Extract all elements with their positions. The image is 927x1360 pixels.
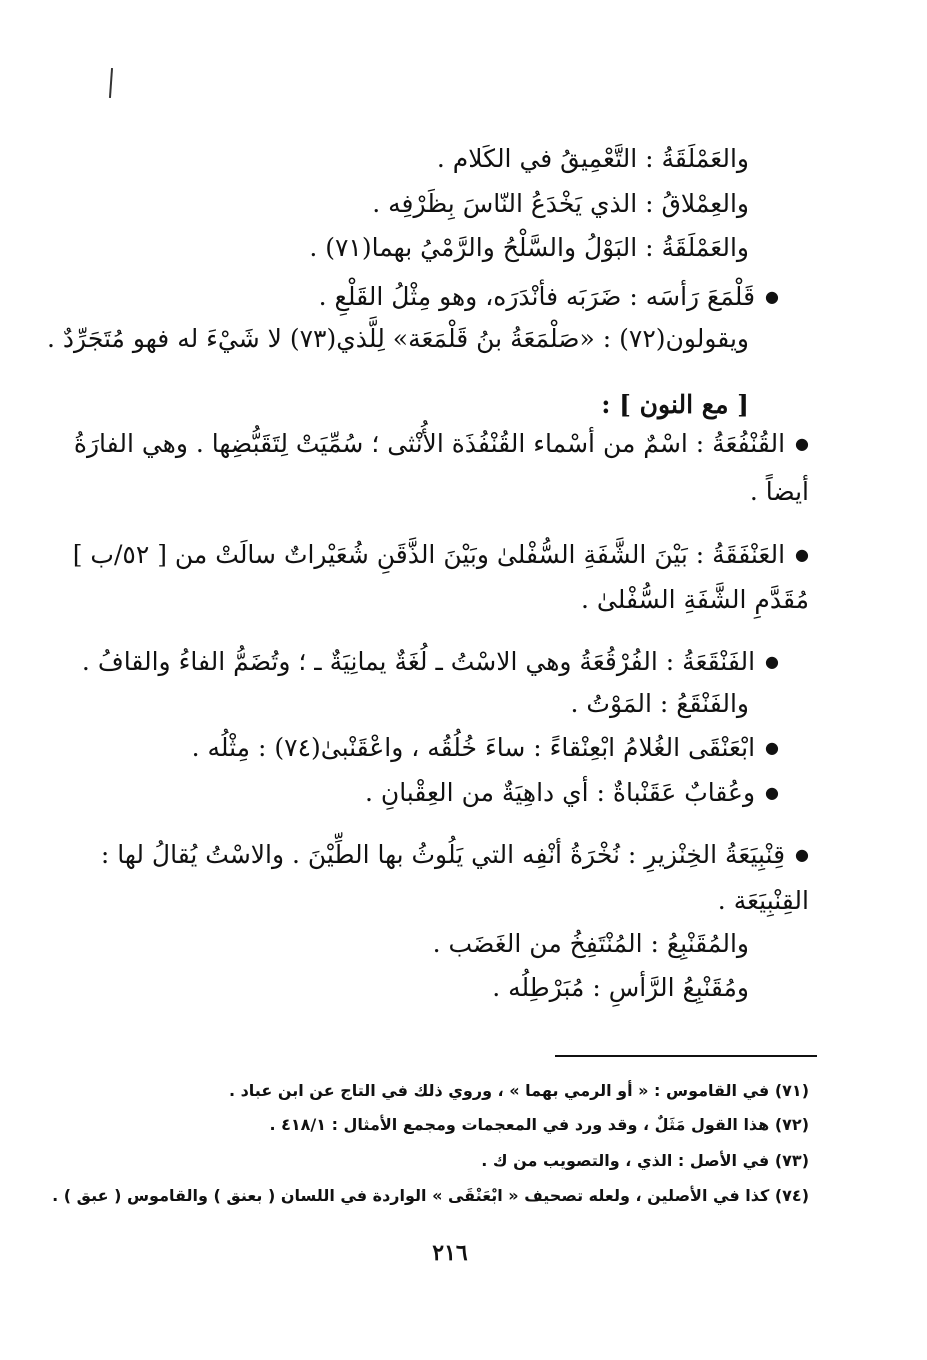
entry-qunfuah: ● القُنْفُعَةُ : اسْمٌ من أسْماء القُنْفُذَة الأُنْثى ؛ سُمِّيَتْ لِتَقَبُّضِها . وهي الفارَةُ xyxy=(74,427,809,464)
footnote-divider xyxy=(555,1055,817,1057)
entry-qalmaa: ● قَلْمَعَ رَأسَه : ضَرَبَه فأنْدَرَه، وهو مِثْلُ القَلْعِ . xyxy=(319,280,779,317)
text-line-3: والعَمْلَقَةُ : البَوْلُ والسَّلْحُ والرَّمْيُ بهما(٧١) . xyxy=(309,233,749,262)
section-heading: [ مع النون ] : xyxy=(601,390,749,419)
text-line-1: والعَمْلَقَةُ : التَّعْمِيقُ في الكَلام . xyxy=(436,144,749,173)
text-line-17: والمُقَنْبِعُ : المُنْتَفِخُ من الغَضَب . xyxy=(432,929,749,958)
entry-uqab: ● وعُقابٌ عَقَنْباةٌ : أي داهِيَةٌ من العِقْبانِ . xyxy=(365,776,779,813)
text-line-5: ويقولون(٧٢) : «صَلْمَعَةُ بنُ قَلْمَعَة» لِلَّذي(٧٣) لا شَيْءَ له فهو مُتَجَرِّدٌ . xyxy=(47,324,749,353)
entry-anfaqah: ● العَنْفَقَةُ : بَيْنَ الشَّفَةِ السُّفْلىٰ وبَيْنَ الذَّقَنِ شُعَيْراتٌ سالَتْ من [ ٥٢/ب ] xyxy=(73,538,809,575)
text-line-18: ومُقَنْبِعُ الرَّأسِ : مُبَرْطِلُه . xyxy=(492,973,749,1002)
footnote-72: (٧٢) هذا القول مَثَلٌ ، وقد ورد في المعجمات ومجمع الأمثال : ٤١٨/١ . xyxy=(269,1115,809,1134)
footnote-73: (٧٣) في الأصل : الذي ، والتصويب من ك . xyxy=(481,1151,809,1170)
margin-mark xyxy=(109,68,113,98)
text-line-2: والعِمْلاقُ : الذي يَخْدَعُ النّاسَ بِظَرْفِه . xyxy=(372,189,749,218)
text-line-8: أيضاً . xyxy=(749,477,809,506)
entry-ibanqa: ● ابْعَنْقَى الغُلامُ ابْعِنْقاءً : ساءَ خُلُقُه ، واعْقَنْبىٰ(٧٤) : مِثْلُه . xyxy=(192,731,779,768)
text-line-16: القِنْبِيَعَة . xyxy=(717,886,809,915)
footnote-71: (٧١) في القاموس : « أو الرمي بهما » ، وروي ذلك في التاج عن ابن عباد . xyxy=(228,1081,809,1100)
entry-qinbiah: ● قِنْبِيَعَةُ الخِنْزيرِ : نُخْرَةُ أنْفِه التي يَلُوثُ بها الطِّيْنَ . والاسْتُ يُقالُ لها : xyxy=(101,838,809,875)
footnote-74: (٧٤) كذا في الأصلين ، ولعله تصحيف « ابْعَنْقَى » الواردة في اللسان ( بعنق ) والقاموس ( عبق ) . xyxy=(52,1186,809,1205)
page-number: ٢١٦ xyxy=(432,1240,468,1266)
entry-fanqaah: ● الفَنْقَعَةُ : الفُرْقُعَةُ وهي الاسْتُ ـ لُغَةٌ يمانِيَةٌ ـ ؛ وتُضَمُّ الفاءُ والقافُ . xyxy=(82,645,779,682)
text-line-10: مُقَدَّمِ الشَّفَةِ السُّفْلىٰ . xyxy=(581,585,809,614)
text-line-12: والفَنْقَعُ : المَوْتُ . xyxy=(570,689,749,718)
